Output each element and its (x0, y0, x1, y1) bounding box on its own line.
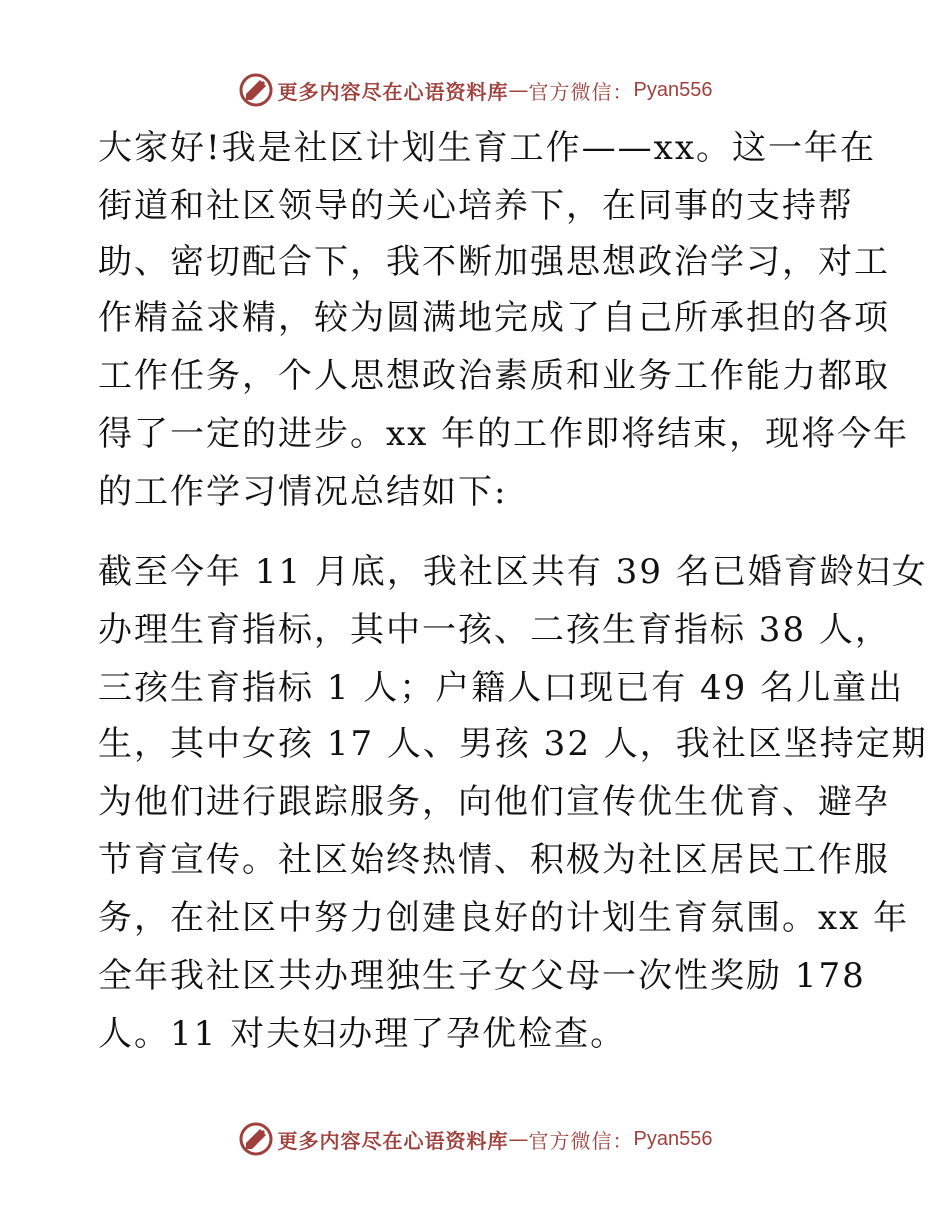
text-line: 节育宣传。社区始终热情、积极为社区居民工作服 (98, 840, 890, 880)
banner-wechat-label: 官方微信： (528, 79, 634, 104)
text-line: 人。11 对夫妇办理了孕优检查。 (98, 1014, 627, 1054)
banner-separator: — (508, 78, 529, 102)
text-line: 大家好!我是社区计划生育工作——xx。这一年在 (98, 128, 877, 168)
footer-watermark-banner (0, 1117, 950, 1161)
text-line: 为他们进行跟踪服务，向他们宣传优生优育、避孕 (98, 782, 890, 822)
logo-icon (238, 72, 274, 108)
text-line: 全年我社区共办理独生子女父母一次性奖励 178 (98, 956, 866, 996)
text-line: 工作任务，个人思想政治素质和业务工作能力都取 (98, 356, 890, 396)
text-line: 的工作学习情况总结如下: (98, 472, 508, 512)
text-line: 助、密切配合下，我不断加强思想政治学习，对工 (98, 242, 890, 282)
banner-text: 更多内容尽在心语资料库 (277, 1128, 509, 1153)
text-line: 街道和社区领导的关心培养下，在同事的支持帮 (98, 186, 854, 226)
text-line: 作精益求精，较为圆满地完成了自己所承担的各项 (98, 298, 890, 338)
text-line: 务，在社区中努力创建良好的计划生育氛围。xx 年 (98, 898, 910, 938)
header-watermark-banner (0, 68, 950, 112)
text-line: 生，其中女孩 17 人、男孩 32 人，我社区坚持定期 (98, 724, 928, 764)
banner-text: 更多内容尽在心语资料库 (277, 79, 509, 104)
text-line: 三孩生育指标 1 人；户籍人口现已有 49 名儿童出 (98, 668, 905, 708)
banner-wechat-label: 官方微信： (528, 1128, 634, 1153)
banner-separator: — (508, 1127, 529, 1151)
banner-wechat-id: Pyan556 (633, 78, 713, 101)
text-line: 得了一定的进步。xx 年的工作即将结束，现将今年 (98, 414, 910, 454)
text-line: 截至今年 11 月底，我社区共有 39 名已婚育龄妇女 (98, 552, 928, 592)
text-line: 办理生育指标，其中一孩、二孩生育指标 38 人， (98, 610, 891, 650)
banner-wechat-id: Pyan556 (633, 1127, 713, 1150)
logo-icon (238, 1121, 274, 1157)
